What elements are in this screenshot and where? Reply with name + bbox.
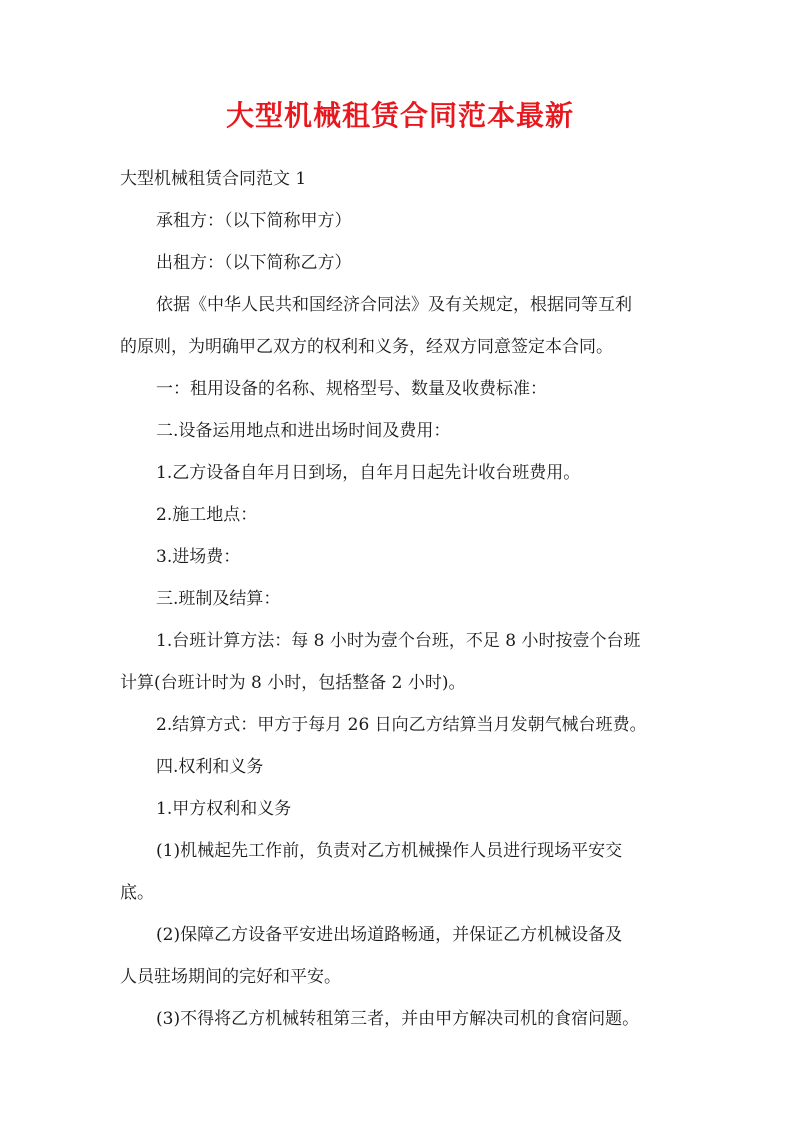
clause-heading: 二.设备运用地点和进出场时间及费用： bbox=[156, 421, 451, 441]
lessor-line: 出租方：（以下简称乙方） bbox=[156, 253, 352, 273]
clause-item: (2)保障乙方设备平安进出场道路畅通，并保证乙方机械设备及 bbox=[156, 925, 623, 945]
clause-item: 2.施工地点： bbox=[156, 505, 258, 525]
clause-heading: 三.班制及结算： bbox=[156, 589, 281, 609]
clause-item: 1.台班计算方法：每 8 小时为壹个台班，不足 8 小时按壹个台班 bbox=[156, 631, 641, 651]
clause-item: 2.结算方式：甲方于每月 26 日向乙方结算当月发朝气械台班费。 bbox=[156, 715, 647, 735]
clause-heading: 四.权利和义务 bbox=[156, 757, 264, 777]
clause-subheading: 1.甲方权利和义务 bbox=[156, 799, 292, 819]
section-heading: 大型机械租赁合同范文 1 bbox=[120, 169, 307, 189]
clause-item: 3.进场费： bbox=[156, 547, 241, 567]
clause-heading: 一：租用设备的名称、规格型号、数量及收费标准： bbox=[156, 379, 547, 399]
clause-item: (1)机械起先工作前，负责对乙方机械操作人员进行现场平安交 bbox=[156, 841, 623, 861]
document-title: 大型机械租赁合同范本最新 bbox=[225, 99, 574, 132]
clause-item-continuation: 计算(台班计时为 8 小时，包括整备 2 小时)。 bbox=[120, 673, 466, 693]
document-body bbox=[120, 158, 688, 1040]
paragraph-line: 依据《中华人民共和国经济合同法》及有关规定，根据同等互利 bbox=[156, 295, 632, 315]
clause-item: 1.乙方设备自年月日到场，自年月日起先计收台班费用。 bbox=[156, 463, 581, 483]
clause-item-continuation: 底。 bbox=[120, 883, 154, 903]
clause-item-continuation: 人员驻场期间的完好和平安。 bbox=[120, 967, 341, 987]
paragraph-line: 的原则，为明确甲乙双方的权利和义务，经双方同意签定本合同。 bbox=[120, 337, 613, 357]
lessee-line: 承租方：（以下简称甲方） bbox=[156, 211, 352, 231]
clause-item: (3)不得将乙方机械转租第三者，并由甲方解决司机的食宿问题。 bbox=[156, 1009, 640, 1029]
